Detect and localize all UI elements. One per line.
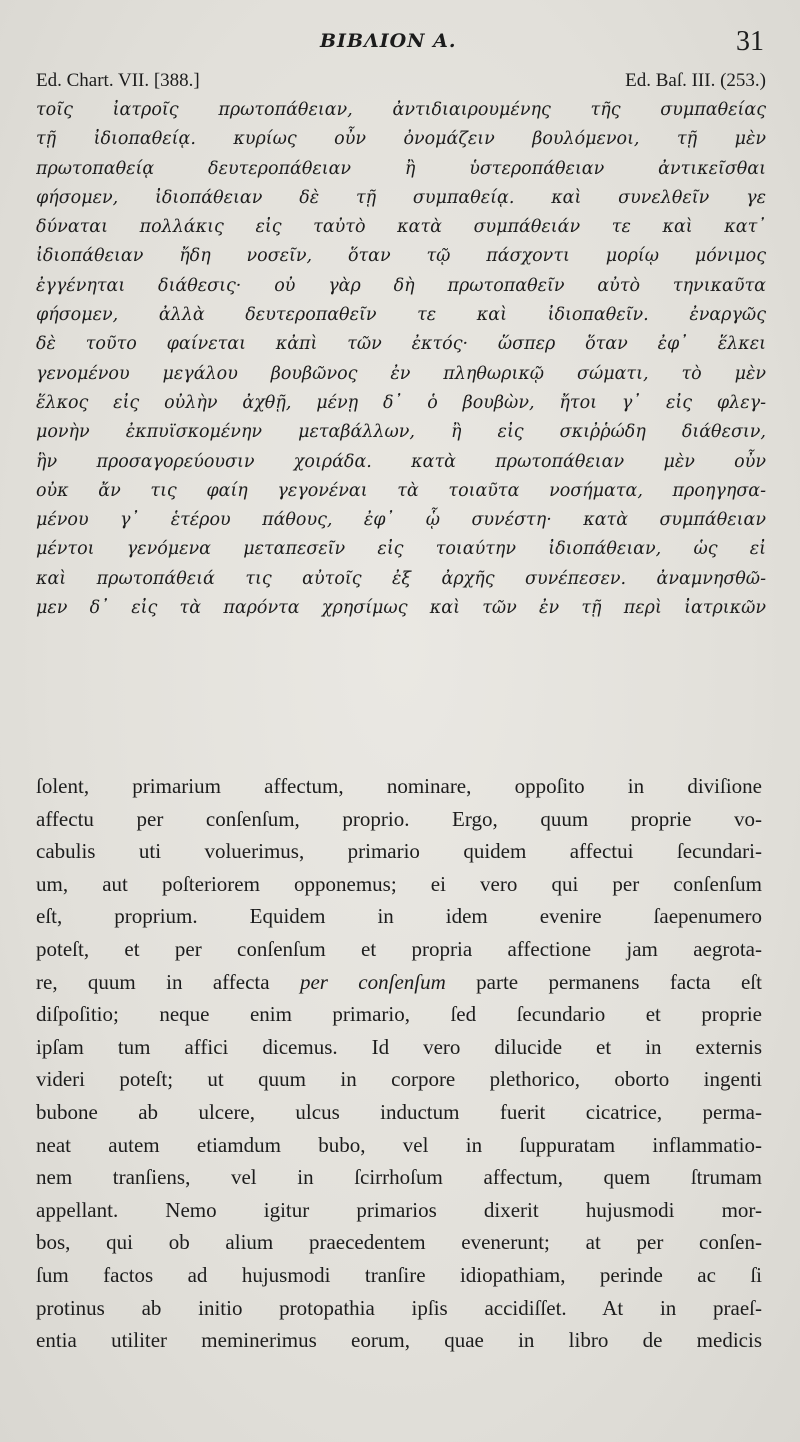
latin-text-line: ipſam tum affici dicemus. Id vero dilucide et in externis (36, 1034, 762, 1059)
greek-text-line: μονὴν ἐκπυϊσκομένην μεταβάλλων, ἢ εἰς σκιῤῥώδη διάθεσιν, (36, 422, 766, 443)
edition-reference-line (36, 70, 766, 96)
latin-text-line: cabulis uti voluerimus, primario quidem affectui ſecundari- (36, 839, 762, 864)
greek-text-line: γενομένου μεγάλου βουβῶνος ἐν πληθωρικῷ σώματι, τὸ μὲν (36, 363, 766, 384)
latin-text-line: eſt, proprium. Equidem in idem evenire ſaepenumero (36, 904, 762, 929)
running-head (0, 26, 800, 66)
greek-text-line: καὶ πρωτοπάθειά τις αὐτοῖς ἐξ ἀρχῆς συνέπεσεν. ἀναμνησθῶ- (36, 568, 766, 589)
greek-text-line: οὐκ ἄν τις φαίη γεγονέναι τὰ τοιαῦτα νοσήματα, προηγησα- (36, 480, 766, 501)
page-number: 31 (736, 26, 764, 57)
greek-text-line: ἐγγένηται διάθεσις· οὐ γὰρ δὴ πρωτοπαθεῖν αὐτὸ τηνικαῦτα (36, 275, 766, 296)
greek-text-line: ἰδιοπάθειαν ἤδη νοσεῖν, ὅταν τῷ πάσχοντι μορίῳ μόνιμος (36, 246, 766, 267)
greek-text-block (36, 96, 766, 623)
latin-text-line (36, 966, 762, 999)
latin-text-line: entia utiliter meminerimus eorum, quae in libro de medicis (36, 1328, 762, 1353)
latin-text-line: appellant. Nemo igitur primarios dixerit hujusmodi mor- (36, 1197, 762, 1222)
greek-text-line: μένου γ᾽ ἑτέρου πάθους, ἐφ᾽ ᾧ συνέστη· κατὰ συμπάθειαν (36, 510, 766, 531)
greek-text-line: τοῖς ἰατροῖς πρωτοπάθειαν, ἀντιδιαιρουμένης τῆς συμπαθείας (36, 100, 766, 120)
latin-text-line: bubone ab ulcere, ulcus inductum fuerit cicatrice, perma- (36, 1099, 762, 1124)
latin-text-line: neat autem etiamdum bubo, vel in ſuppuratam inflammatio- (36, 1132, 762, 1157)
latin-text-line: videri poteſt; ut quum in corpore plethorico, oborto ingenti (36, 1067, 762, 1092)
greek-text-line: πρωτοπαθείᾳ δευτεροπάθειαν ἢ ὑστεροπάθειαν ἀντικεῖσθαι (36, 158, 766, 179)
greek-text-line: ἣν προσαγορεύουσιν χοιράδα. κατὰ πρωτοπάθειαν μὲν οὖν (36, 451, 766, 472)
latin-text-line: um, aut poſteriorem opponemus; ei vero qui per conſenſum (36, 871, 762, 896)
latin-text-line: nem tranſiens, vel in ſcirrhoſum affectum, quem ſtrumam (36, 1165, 762, 1190)
edition-bas-reference: Ed. Baſ. III. (253.) (625, 70, 766, 91)
greek-text-line: δύναται πολλάκις εἰς ταὐτὸ κατὰ συμπάθειάν τε καὶ κατ᾽ (36, 217, 766, 238)
greek-text-line: ἕλκος εἰς οὐλὴν ἀχθῇ, μένῃ δ᾽ ὁ βουβὼν, ἤτοι γ᾽ εἰς φλεγ- (36, 392, 766, 413)
greek-text-line: φήσομεν, ἰδιοπάθειαν δὲ τῇ συμπαθείᾳ. καὶ συνελθεῖν γε (36, 187, 766, 208)
greek-text-line: φήσομεν, ἀλλὰ δευτεροπαθεῖν τε καὶ ἰδιοπαθεῖν. ἐναργῶς (36, 305, 766, 326)
greek-text-line: μεν δ᾽ εἰς τὰ παρόντα χρησίμως καὶ τῶν ἐν τῇ περὶ ἰατρικῶν (36, 598, 766, 619)
latin-text-line: ſolent, primarium affectum, nominare, oppoſito in diviſione (36, 774, 762, 798)
greek-text-line: τῇ ἰδιοπαθείᾳ. κυρίως οὖν ὀνομάζειν βουλόμενοι, τῇ μὲν (36, 129, 766, 150)
latin-text-line: poteſt, et per conſenſum et propria affectione jam aegrota- (36, 936, 762, 961)
latin-text-line: ſum factos ad hujusmodi tranſire idiopathiam, perinde ac ſi (36, 1262, 762, 1287)
latin-text-line: bos, qui ob alium praecedentem evenerunt; at per conſen- (36, 1230, 762, 1255)
latin-text-block (36, 770, 762, 1357)
greek-text-line: μέντοι γενόμενα μεταπεσεῖν εἰς τοιαύτην ἰδιοπάθειαν, ὡς εἰ (36, 539, 766, 560)
latin-text-line: affectu per conſenſum, proprio. Ergo, quum proprie vo- (36, 806, 762, 831)
greek-text-line: δὲ τοῦτο φαίνεται κἀπὶ τῶν ἐκτός· ὥσπερ ὅταν ἐφ᾽ ἕλκει (36, 334, 766, 355)
edition-chart-reference: Ed. Chart. VII. [388.] (36, 70, 200, 91)
latin-text-segment: parte permanens facta eſt (445, 969, 762, 994)
latin-text-segment: re, quum in affecta (36, 969, 300, 994)
running-title: BIBΛΙΟΝ Α. (320, 30, 457, 52)
latin-italic-segment: per conſenſum (299, 969, 446, 994)
latin-text-line: protinus ab initio protopathia ipſis accidiſſet. At in praeſ- (36, 1295, 762, 1320)
latin-text-line: diſpoſitio; neque enim primario, ſed ſecundario et proprie (36, 1002, 762, 1027)
